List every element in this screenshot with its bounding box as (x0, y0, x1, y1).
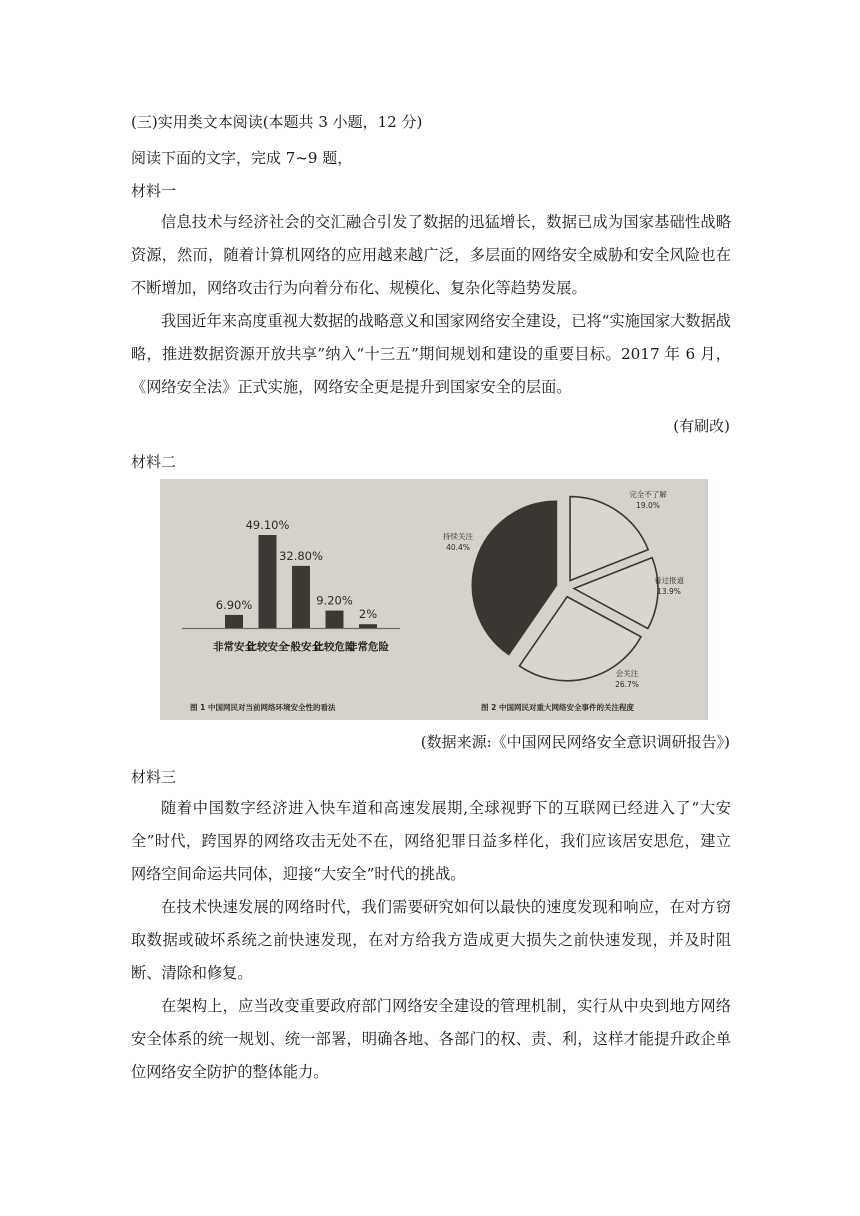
pie-slice-value: 13.9% (657, 587, 681, 596)
pie-slice-value: 40.4% (446, 543, 470, 552)
bar-value-label: 9.20% (316, 593, 353, 608)
material3-paragraph: 在技术快速发展的网络时代，我们需要研究如何以最快的速度发现和响应，在对方窃取数据或破坏系统之前快速发现，在对方给我方造成更大损失之前快速发现，并及时阻断、清除和修复。 (131, 898, 731, 982)
bar (326, 611, 344, 628)
bar (292, 566, 310, 628)
bar (259, 535, 277, 628)
pie-slice-label: 完全不了解 (629, 490, 667, 499)
bar-value-label: 49.10% (245, 518, 290, 532)
material1-paragraph: 信息技术与经济社会的交汇融合引发了数据的迅猛增长，数据已成为国家基础性战略资源，然而，随着计算机网络的应用越来越广泛，多层面的网络安全威胁和安全风险也在不断增加，网络攻击行为向着分布化、规模化、复杂化等趋势发展。 (131, 213, 731, 297)
bar (225, 615, 243, 628)
bar-value-label: 6.90% (215, 597, 253, 612)
material3-paragraph: 随着中国数字经济进入快车道和高速发展期,全球视野下的互联网已经进入了“大安全”时代，跨国界的网络攻击无处不在，网络犯罪日益多样化，我们应该居安思危，建立网络空间命运共同体，迎接“大安全”时代的挑战。 (131, 799, 731, 883)
material2-heading: 材料二 (131, 453, 177, 471)
bar-value-label: 2% (358, 607, 378, 622)
pie-chart-caption: 图 2 中国网民对重大网络安全事件的关注程度 (481, 703, 634, 712)
instruction: 阅读下面的文字，完成 7~9 题， (131, 149, 353, 167)
charts-svg (160, 479, 708, 720)
material3-paragraph: 在架构上，应当改变重要政府部门网络安全建设的管理机制，实行从中央到地方网络安全体系的统一规划、统一部署，明确各地、各部门的权、责、利，这样才能提升政企单位网络安全防护的整体能力。 (131, 997, 731, 1081)
material2-source: (数据来源:《中国网民网络安全意识调研报告》) (420, 733, 730, 751)
pie-slice-label: 持续关注 (443, 532, 473, 541)
section-title: (三)实用类文本阅读(本题共 3 小题，12 分) (131, 113, 423, 131)
material1-paragraph: 我国近年来高度重视大数据的战略意义和国家网络安全建设，已将“实施国家大数据战略，推进数据资源开放共享”纳入“十三五”期间规划和建设的重要目标。2017 年 6 月，《网络安全法》正式实施，网络安全更是提升到国家安全的层面。 (131, 312, 731, 396)
material3-heading: 材料三 (131, 768, 177, 786)
x-tick-label: 非常安全 (213, 641, 255, 653)
pie-slice-label: 看过报道 (654, 576, 684, 585)
x-tick-label: 比较安全 (246, 641, 289, 653)
x-tick-label: 一般安全 (280, 641, 322, 653)
pie-slice-value: 19.0% (636, 501, 660, 510)
material1-heading: 材料一 (131, 182, 177, 200)
bar (359, 624, 377, 628)
x-tick-label: 比较危险 (313, 641, 356, 653)
x-tick-label: 非常危险 (347, 641, 389, 653)
bar-chart-caption: 图 1 中国网民对当前网络环境安全性的看法 (190, 703, 336, 712)
bar-chart (182, 518, 400, 712)
material2-figure (160, 479, 708, 720)
bar-value-label: 32.80% (279, 548, 323, 563)
pie-slice-label: 会关注 (615, 669, 639, 678)
pie-slice-value: 26.7% (615, 680, 639, 689)
pie-chart (443, 489, 684, 712)
material1-note: (有刷改) (673, 417, 730, 435)
